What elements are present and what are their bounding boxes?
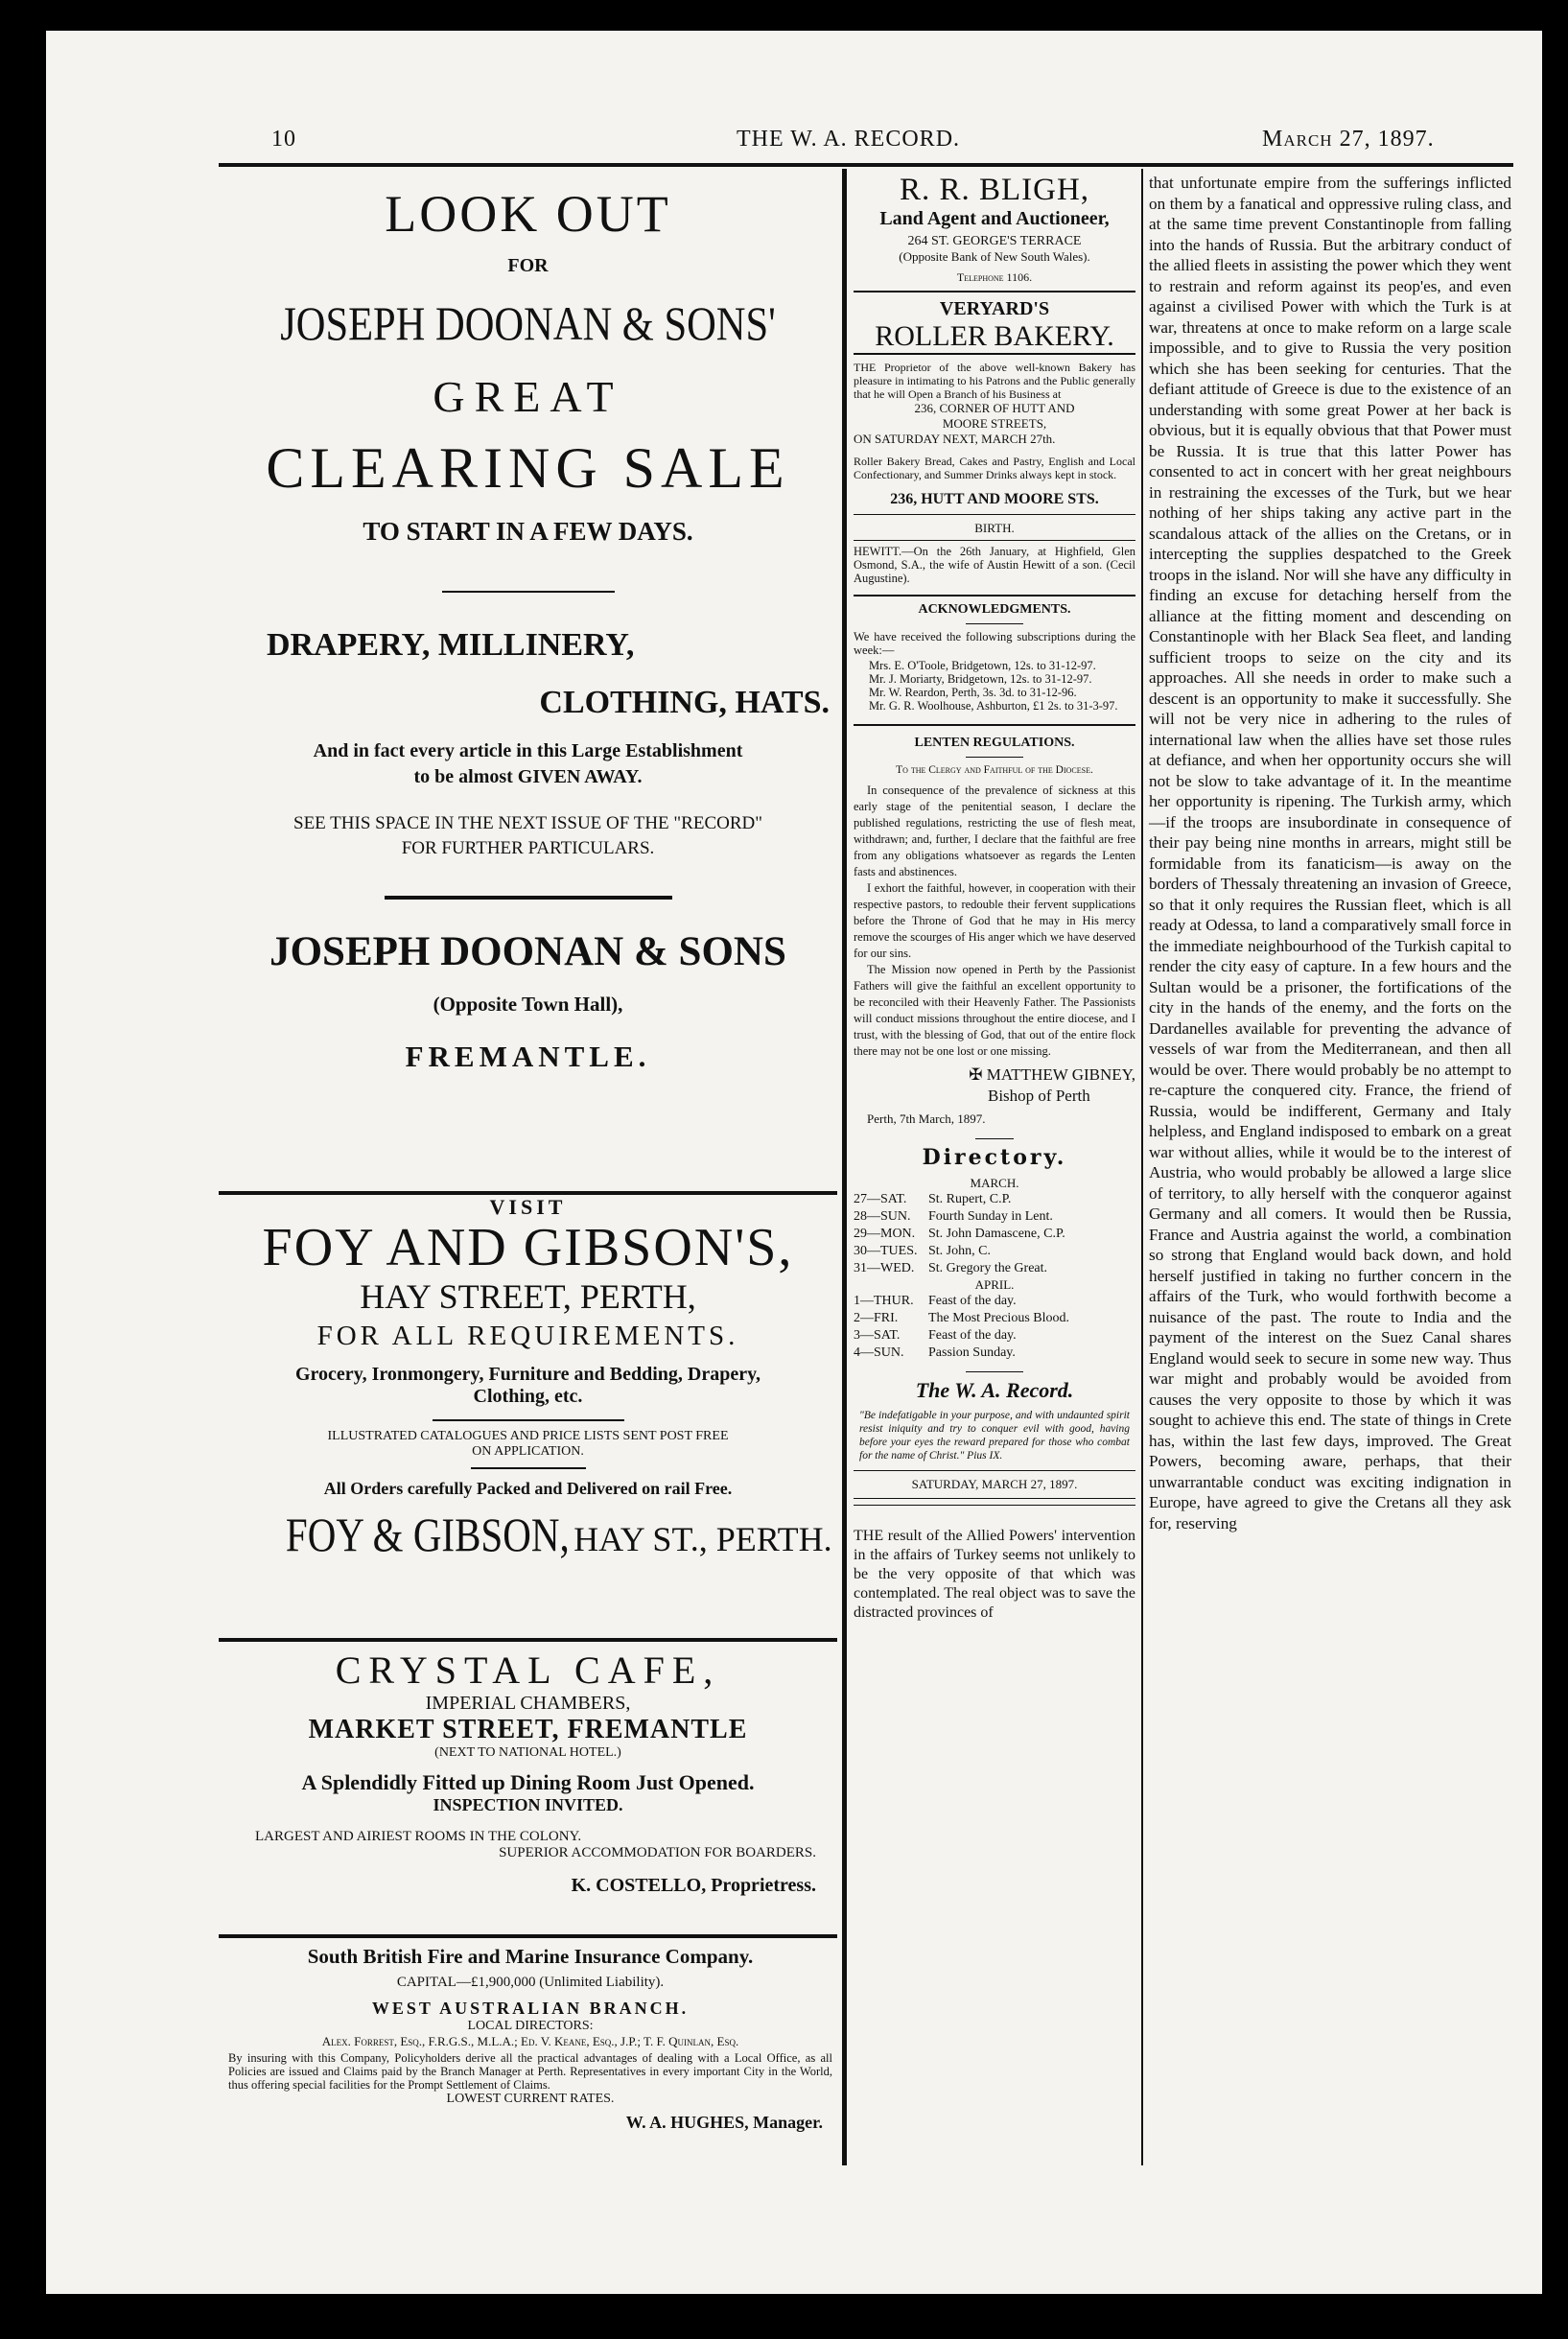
- opposite-town-hall: (Opposite Town Hall),: [433, 993, 623, 1016]
- divider: [854, 1498, 1135, 1499]
- directory-day: 1—THUR.: [854, 1294, 914, 1308]
- bligh-name: R. R. BLIGH,: [899, 173, 1090, 207]
- firm-name-2: JOSEPH DOONAN & SONS: [269, 929, 786, 974]
- directory-event: St. Gregory the Great.: [928, 1261, 1048, 1275]
- foy-gibson-name: FOY AND GIBSON'S,: [262, 1218, 794, 1277]
- see-space-line-2: FOR FURTHER PARTICULARS.: [401, 838, 655, 858]
- directory-day: 2—FRI.: [854, 1311, 899, 1325]
- insurance-body: By insuring with this Company, Policyholders derive all the practical advantages of dealing with a Local Office, as all Policies are issued and Claims paid by the Branch Manager at Perth. Representatives in every important City in the World, thus offering special facilities for the Prompt Settlement of Claims.: [228, 2051, 832, 2092]
- newspaper-title: THE W. A. RECORD.: [737, 127, 961, 152]
- column-divider-right: [1141, 169, 1143, 2165]
- every-article-line-2: to be almost GIVEN AWAY.: [413, 766, 643, 787]
- directory-event: St. John, C.: [928, 1244, 991, 1258]
- section-rule: [219, 1934, 837, 1938]
- divider: [442, 591, 615, 593]
- drapery-line: DRAPERY, MILLINERY,: [267, 627, 635, 663]
- veryard-body-2: Roller Bakery Bread, Cakes and Pastry, English and Local Confectionary, and Summer Drinks always kept in stock.: [854, 455, 1135, 481]
- directory-event: St. John Damascene, C.P.: [928, 1227, 1065, 1241]
- directory-event: Feast of the day.: [928, 1328, 1017, 1343]
- divider: [854, 1505, 1135, 1506]
- divider: [854, 291, 1135, 292]
- page-date: March 27, 1897.: [1262, 127, 1435, 152]
- masthead-motto: "Be indefatigable in your purpose, and with undaunted spirit resist iniquity and try to conquer evil with good, having before your eyes the reward prepared for those who combat for the name of Christ." Pius IX.: [859, 1410, 1130, 1462]
- great-label: GREAT: [433, 372, 623, 421]
- lenten-title: Bishop of Perth: [988, 1087, 1090, 1105]
- superior-accommodation-line: SUPERIOR ACCOMMODATION FOR BOARDERS.: [499, 1845, 816, 1860]
- divider: [854, 595, 1135, 596]
- veryard-footer: 236, HUTT AND MOORE STS.: [890, 491, 1099, 507]
- section-rule: [219, 1638, 837, 1642]
- bligh-telephone: Telephone 1106.: [956, 270, 1033, 284]
- list-item: [854, 1191, 1135, 1208]
- list-item: Mr. J. Moriarty, Bridgetown, 12s. to 31-12-97.: [869, 672, 1092, 686]
- directory-event: The Most Precious Blood.: [928, 1311, 1069, 1325]
- directory-event: Passion Sunday.: [928, 1345, 1016, 1360]
- requirements-line: FOR ALL REQUIREMENTS.: [316, 1321, 739, 1351]
- insurance-manager: W. A. HUGHES, Manager.: [625, 2113, 823, 2132]
- veryard-name: VERYARD'S: [939, 298, 1050, 319]
- hay-street-line: HAY STREET, PERTH,: [360, 1277, 696, 1316]
- masthead-title: The W. A. Record.: [915, 1378, 1074, 1402]
- goods-line-1: Grocery, Ironmongery, Furniture and Bedding, Drapery,: [294, 1364, 761, 1385]
- imperial-chambers: IMPERIAL CHAMBERS,: [425, 1693, 631, 1714]
- look-out-heading: LOOK OUT: [385, 185, 671, 243]
- list-item: [854, 1243, 1135, 1260]
- insurance-company-name: South British Fire and Marine Insurance Company.: [307, 1945, 754, 1968]
- insurance-advertisement: [228, 1945, 832, 2133]
- directory-april-list: [854, 1293, 1135, 1362]
- middle-column: [854, 173, 1135, 1623]
- directory-event: Fourth Sunday in Lent.: [928, 1209, 1053, 1224]
- foy-gibson-footer: [219, 1507, 837, 1562]
- directory-day: 28—SUN.: [854, 1209, 911, 1224]
- goods-line-2: Clothing, etc.: [473, 1386, 583, 1407]
- list-item: Mrs. E. O'Toole, Bridgetown, 12s. to 31-12-97.: [869, 659, 1096, 672]
- list-item: [854, 1345, 1135, 1362]
- insurance-rates: LOWEST CURRENT RATES.: [446, 2092, 615, 2106]
- divider: [854, 724, 1135, 726]
- page-number: 10: [271, 127, 296, 152]
- list-item: [854, 1208, 1135, 1226]
- editorial-continuation: that unfortunate empire from the sufferings inflicted on them by a fanatical and oppressive ruling class, and at the same time prevent Constantinople from falling into the hands of Russia. But the arbitrary conduct of the allied fleets in assisting the power which they went to restrain and reform against its peop'es, and even against a civilised Power with which the Turk is at war, threatens at once to make reform on a large scale impossible, and to give to Russia the very position which she has been seeking for centuries. That the defiant attitude of Greece is due to the existence of an understanding with some great Power at her back is obvious, but it is equally obvious that that Power must be Russia. It is true that this latter Power has consented to act in concert with her great neighbours in restraining the excesses of the Turk, but we hear nothing of her ships taking any active part in the scandalous attack of the allies on the Cretans, or in intercepting the supplies despatched to the Greek troops in the island. Nor will she have any difficulty in finding an excuse for detaching herself from the alliance at the fitting moment and descending on Constantinople with her Black Sea fleet, and landing sufficient troops to seize on the city and its approaches. All she needs in order to make such a descent is an opportunity to make it successfully. She will not be very nice in adhering to the rules of international law when the allies have set those rules at defiance, and when her opportunity occurs she will not be slow to take advantage of it. In the meantime her opportunity is ripening. The Turkish army, which—if the troops are insubordinate in consequence of their pay being nine months in arrears, might still be formidable from its fanaticism—is away on the borders of Thessaly threatening an invasion of Greece, so that it only requires the Russian fleet, which is all ready at Odessa, to land a comparatively small force in the immediate neighbourhood of the Turkish capital to render the city easy of capture. In a few hours and the Sultan would be a prisoner, the fortifications of the city in the hands of the enemy, and the forts on the Dardanelles available for preventing the advance of vessels of war from the Mediterranean, and then all would be over. There would probably be no attempt to re-capture the conquered city. France, the friend of Russia, would be indifferent, Germany and Italy helpless, and England indisposed to embark on a great war without allies, while it would be to the interest of Austria, who would probably be allowed a large slice of territory, to ally herself with the conqueror against Germany and all comers. It would then be Russia, France and Austria against the world, a combination so strong that England would back down, and hold herself justified in taking no further concern in the affairs of the Turk, who would forthwith become a nuisance of the past. The route to India and the payment of the interest on the Suez Canal shares England would seek to secure in some new way. Thus war might and probably would be avoided from causes the very opposite to those by which it was sought to achieve this end. The state of things in Crete has, within the last few days, improved. The Great Powers, becoming aware, perhaps, that their unwarrantable conduct was exciting indignation in Europe, have agreed to give the Cretans all they ask for, reserving: [1149, 174, 1511, 1532]
- list-item: [854, 1226, 1135, 1243]
- clearing-sale-heading: CLEARING SALE: [266, 436, 790, 500]
- list-item: [854, 1310, 1135, 1327]
- divider: [854, 1470, 1135, 1471]
- list-item: Mr. W. Reardon, Perth, 3s. 3d. to 31-12-96.: [869, 686, 1077, 699]
- lenten-paragraph-2: I exhort the faithful, however, in cooperation with their respective pastors, to redouble their fervent supplications before the Throne of God that he may in His mercy remove the scourges of His anger which we have deserved for our sins.: [854, 881, 1135, 960]
- birth-text: HEWITT.—On the 26th January, at Highfield, Glen Osmond, S.A., the wife of Austin Hewitt of a son. (Cecil Augustine).: [854, 545, 1135, 585]
- lenten-signature: ✠ MATTHEW GIBNEY,: [969, 1065, 1135, 1084]
- list-item: [854, 1327, 1135, 1345]
- divider: [975, 1138, 1014, 1139]
- bligh-role: Land Agent and Auctioneer,: [879, 208, 1110, 229]
- firm-name: JOSEPH DOONAN & SONS': [280, 296, 776, 350]
- every-article-line-1: And in fact every article in this Large Establishment: [313, 740, 743, 761]
- lenten-paragraph-3: The Mission now opened in Perth by the Passionist Fathers will give the faithful an excellent opportunity to be reconciled with their Heavenly Father. The Passionists will conduct missions throughout the entire diocese, and I trust, with the blessing of God, that out of the entire flock there may not be one lost or one missing.: [854, 963, 1135, 1058]
- dining-room-line: A Splendidly Fitted up Dining Room Just Opened.: [301, 1770, 755, 1794]
- list-item: [854, 1293, 1135, 1310]
- birth-heading: BIRTH.: [974, 521, 1015, 535]
- veryard-saturday: ON SATURDAY NEXT, MARCH 27th.: [854, 432, 1056, 446]
- catalogues-line-2: ON APPLICATION.: [472, 1444, 584, 1459]
- editorial-opening: THE result of the Allied Powers' intervention in the affairs of Turkey seems not unlikely to be the very opposite of that which was contemplated. The real object was to save the distracted provinces of: [854, 1528, 1135, 1621]
- veryard-body: THE Proprietor of the above well-known Bakery has pleasure in intimating to his Patrons and the Public generally that he will Open a Branch of his Business at: [854, 361, 1135, 401]
- directory-march-label: MARCH.: [970, 1176, 1019, 1190]
- directory-heading: Directory.: [922, 1145, 1067, 1170]
- directory-day: 27—SAT.: [854, 1192, 907, 1206]
- directory-march-list: [854, 1191, 1135, 1277]
- newspaper-page: [46, 31, 1542, 2294]
- divider: [966, 1371, 1023, 1372]
- proprietress-line: K. COSTELLO, Proprietress.: [571, 1875, 816, 1896]
- directory-day: 31—WED.: [854, 1261, 915, 1275]
- catalogues-line-1: ILLUSTRATED CATALOGUES AND PRICE LISTS SENT POST FREE: [327, 1429, 729, 1443]
- column-divider-left: [842, 169, 847, 2165]
- directory-event: Feast of the day.: [928, 1294, 1017, 1308]
- veryard-bakery: ROLLER BAKERY.: [854, 320, 1135, 355]
- lenten-dated: Perth, 7th March, 1897.: [867, 1111, 986, 1126]
- list-item: [854, 1260, 1135, 1277]
- for-label: FOR: [507, 255, 549, 276]
- header-rule: [219, 163, 1513, 167]
- directors-label: LOCAL DIRECTORS:: [467, 2019, 594, 2033]
- market-street: MARKET STREET, FREMANTLE: [308, 1715, 748, 1744]
- foy-gibson-footer-name: FOY & GIBSON,: [286, 1508, 571, 1561]
- largest-rooms-line: LARGEST AND AIRIEST ROOMS IN THE COLONY.: [255, 1829, 582, 1844]
- directory-april-label: APRIL.: [974, 1277, 1015, 1292]
- start-notice: TO START IN A FEW DAYS.: [363, 517, 693, 546]
- list-item: Mr. G. R. Woolhouse, Ashburton, £1 2s. to 31-3-97.: [869, 699, 1118, 713]
- divider: [385, 896, 672, 900]
- insurance-branch: WEST AUSTRALIAN BRANCH.: [371, 1999, 690, 2018]
- directory-day: 30—TUES.: [854, 1244, 918, 1258]
- directory-day: 3—SAT.: [854, 1328, 901, 1343]
- insurance-capital: CAPITAL—£1,900,000 (Unlimited Liability).: [396, 1975, 665, 1990]
- divider: [433, 1419, 624, 1421]
- foy-gibson-footer-street: HAY ST., PERTH.: [573, 1520, 832, 1558]
- lenten-salutation: To the Clergy and Faithful of the Diocese.: [896, 764, 1093, 776]
- directory-day: 4—SUN.: [854, 1345, 904, 1360]
- bligh-opposite: (Opposite Bank of New South Wales).: [899, 249, 1090, 264]
- divider: [471, 1467, 586, 1469]
- foy-gibson-advertisement: [219, 1195, 837, 1562]
- crystal-cafe-name: CRYSTAL CAFE,: [335, 1649, 721, 1692]
- directory-day: 29—MON.: [854, 1227, 916, 1241]
- divider: [854, 540, 1135, 541]
- acknowledgments-list: [854, 630, 1135, 713]
- veryard-address-1: 236, CORNER OF HUTT AND: [914, 401, 1075, 415]
- veryard-address-2: MOORE STREETS,: [942, 416, 1047, 431]
- divider: [966, 623, 1023, 624]
- acknowledgments-intro: We have received the following subscriptions during the week:—: [854, 630, 1135, 657]
- see-space-line-1: SEE THIS SPACE IN THE NEXT ISSUE OF THE "RECORD": [293, 813, 762, 833]
- fremantle-label: FREMANTLE.: [405, 1040, 651, 1073]
- directors-names: Alex. Forrest, Esq., F.R.G.S., M.L.A.; Ed. V. Keane, Esq., J.P.; T. F. Quinlan, Esq.: [321, 2034, 739, 2048]
- lenten-heading: LENTEN REGULATIONS.: [914, 736, 1075, 750]
- divider: [854, 514, 1135, 515]
- inspection-line: INSPECTION INVITED.: [433, 1795, 623, 1814]
- doonan-advertisement: [219, 184, 837, 1074]
- directory-event: St. Rupert, C.P.: [928, 1192, 1012, 1206]
- acknowledgments-heading: ACKNOWLEDGMENTS.: [918, 602, 1071, 617]
- orders-line: All Orders carefully Packed and Delivered on rail Free.: [323, 1479, 733, 1498]
- next-to-hotel: (NEXT TO NATIONAL HOTEL.): [434, 1745, 621, 1760]
- lenten-paragraph-1: In consequence of the prevalence of sickness at this early stage of the penitential season, I declare the published regulations, restricting the use of flesh meat, withdrawn; and, further, I declare that the faithful are free from any obligations whatsoever as regards the Lenten fasts and abstinences.: [854, 784, 1135, 878]
- crystal-cafe-advertisement: [219, 1648, 837, 1897]
- visit-label: VISIT: [489, 1195, 567, 1219]
- masthead-date: SATURDAY, MARCH 27, 1897.: [911, 1477, 1078, 1491]
- bligh-address: 264 ST. GEORGE'S TERRACE: [907, 234, 1082, 248]
- clothing-line: CLOTHING, HATS.: [539, 685, 830, 720]
- divider: [966, 757, 1023, 758]
